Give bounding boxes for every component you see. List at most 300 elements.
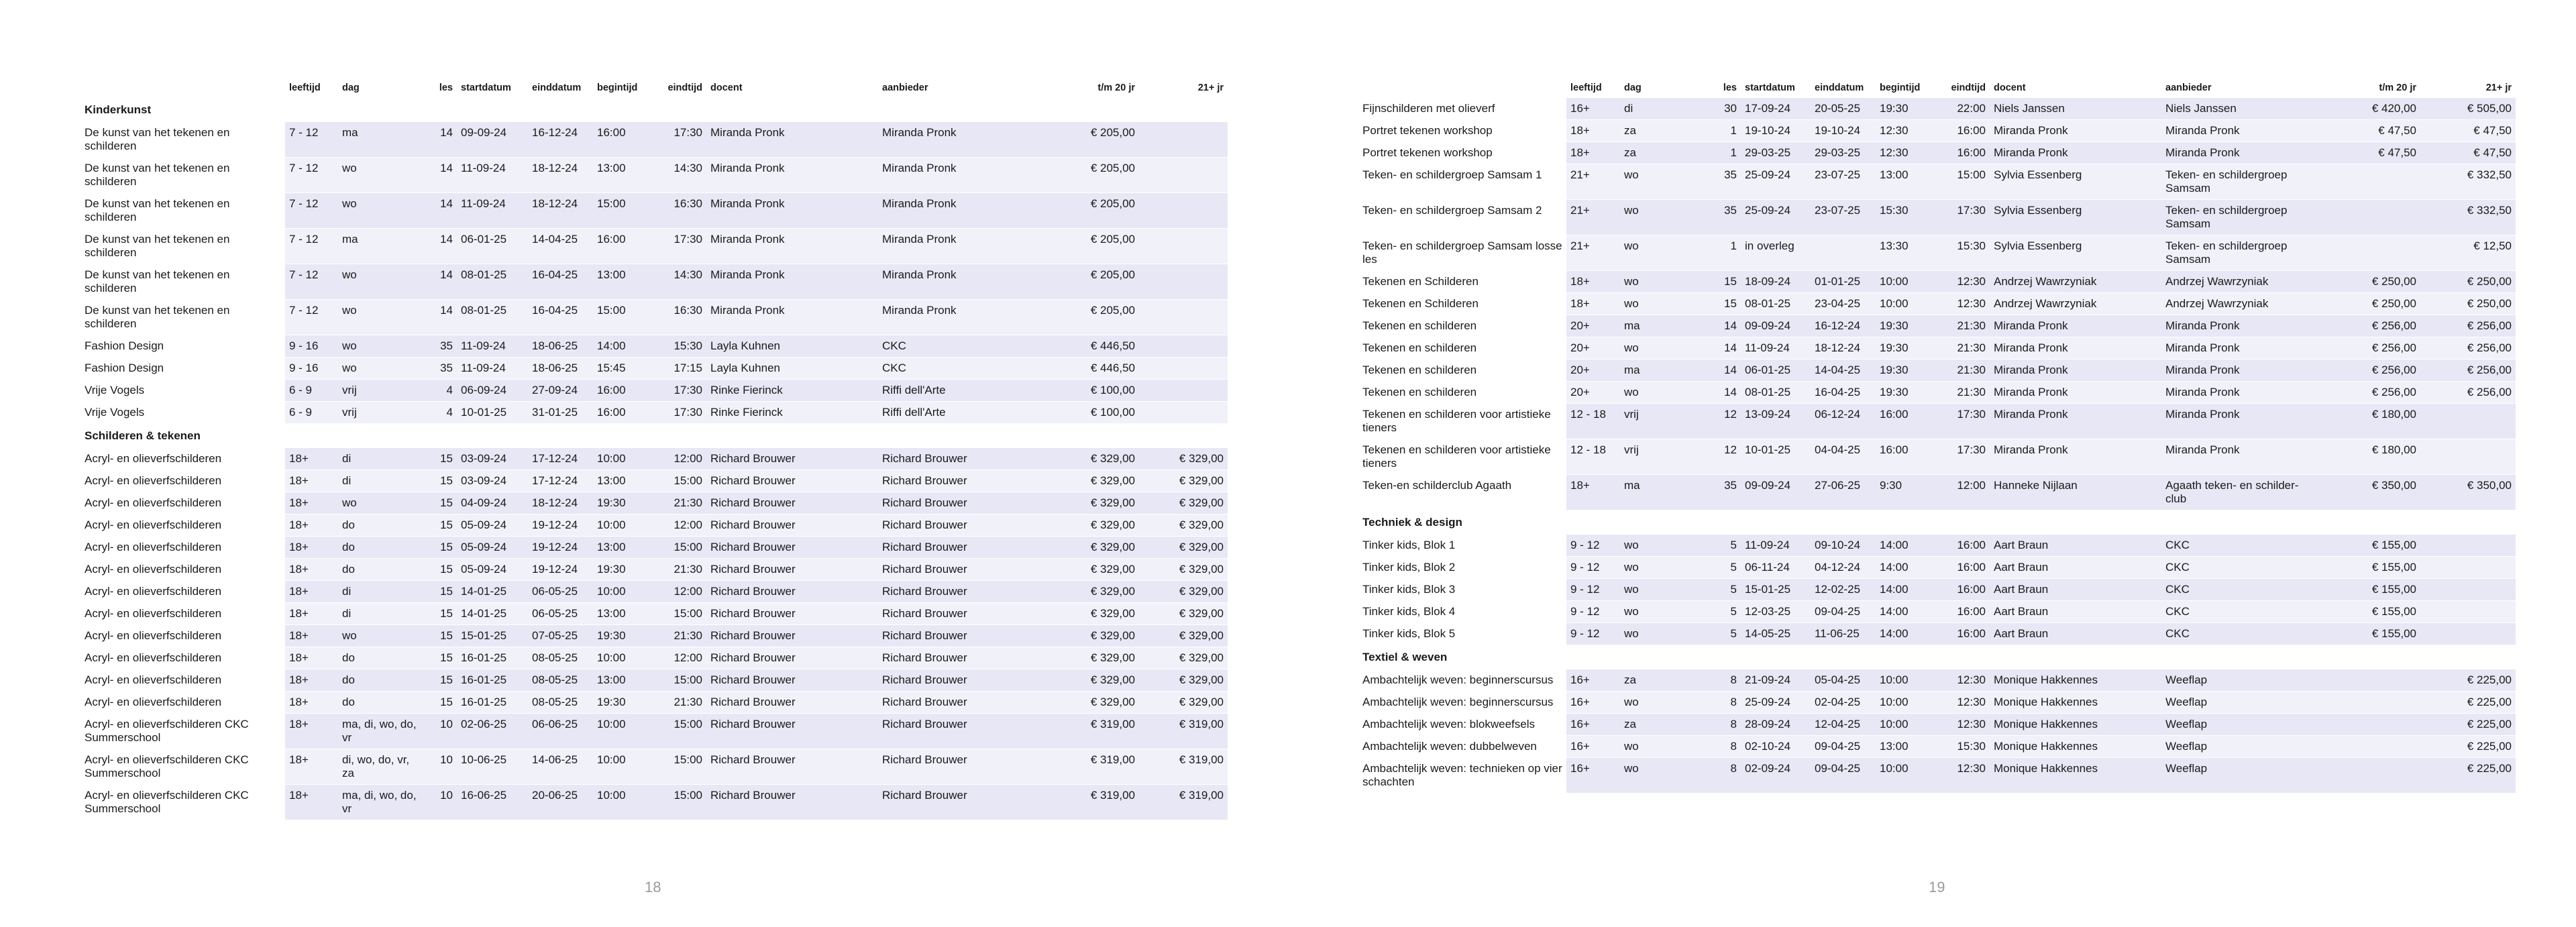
cell-age: 18+ bbox=[1566, 293, 1620, 315]
cell-start-date: 02-06-25 bbox=[457, 714, 528, 749]
cell-teacher: Miranda Pronk bbox=[706, 193, 878, 229]
cell-lessons: 10 bbox=[425, 714, 457, 749]
cell-course-name: Portret tekenen workshop bbox=[1358, 142, 1566, 164]
cell-day: do bbox=[338, 514, 425, 537]
table-row bbox=[80, 492, 1228, 514]
col-header-end-date: einddatum bbox=[532, 83, 582, 93]
cell-day: wo bbox=[338, 358, 425, 380]
cell-start-time: 10:00 bbox=[593, 714, 651, 749]
page-right bbox=[1288, 0, 2576, 927]
cell-end-date: 07-05-25 bbox=[528, 625, 593, 647]
table-row bbox=[1358, 535, 2516, 557]
cell-start-date: 16-01-25 bbox=[457, 647, 528, 669]
col-header-course bbox=[80, 78, 285, 98]
cell-lessons: 8 bbox=[1710, 692, 1741, 714]
cell-teacher: Richard Brouwer bbox=[706, 537, 878, 559]
cell-start-date: 10-06-25 bbox=[457, 749, 528, 785]
cell-teacher: Richard Brouwer bbox=[706, 714, 878, 749]
cell-price-adult: € 225,00 bbox=[2420, 669, 2516, 692]
cell-lessons: 14 bbox=[1710, 382, 1741, 404]
cell-price-youth: € 100,00 bbox=[1029, 380, 1139, 402]
cell-day: do bbox=[338, 559, 425, 581]
cell-course-name: Teken- en schildergroep Samsam losse les bbox=[1358, 235, 1566, 271]
cell-price-youth bbox=[2313, 758, 2420, 794]
cell-teacher: Hanneke Nijlaan bbox=[1990, 475, 2161, 510]
cell-end-date: 06-05-25 bbox=[528, 603, 593, 625]
col-header-day: dag bbox=[342, 83, 360, 93]
table-row bbox=[1358, 714, 2516, 736]
cell-age: 9 - 12 bbox=[1566, 601, 1620, 623]
cell-price-youth: € 250,00 bbox=[2313, 271, 2420, 293]
cell-teacher: Miranda Pronk bbox=[1990, 120, 2161, 142]
cell-course-name: Tekenen en schilderen voor artistieke tieners bbox=[1358, 404, 1566, 439]
cell-price-adult bbox=[2420, 404, 2516, 439]
cell-day: ma bbox=[1620, 475, 1710, 510]
cell-end-date: 18-12-24 bbox=[528, 158, 593, 193]
section-title: Schilderen & tekenen bbox=[80, 424, 1228, 449]
cell-teacher: Richard Brouwer bbox=[706, 669, 878, 692]
cell-start-date: 08-01-25 bbox=[457, 300, 528, 335]
cell-provider: CKC bbox=[2161, 601, 2313, 623]
table-body bbox=[1358, 98, 2516, 794]
cell-provider: Teken- en schildergroep Samsam bbox=[2161, 164, 2313, 200]
col-header-end-time: eindtijd bbox=[667, 83, 702, 93]
cell-end-time: 16:00 bbox=[1934, 557, 1990, 579]
cell-end-date: 23-04-25 bbox=[1811, 293, 1876, 315]
table-row bbox=[1358, 293, 2516, 315]
cell-price-adult: € 47,50 bbox=[2420, 120, 2516, 142]
cell-start-time: 10:00 bbox=[1876, 271, 1934, 293]
cell-provider: Richard Brouwer bbox=[878, 537, 1029, 559]
table-row bbox=[80, 193, 1228, 229]
cell-end-date: 23-07-25 bbox=[1811, 164, 1876, 200]
cell-teacher: Richard Brouwer bbox=[706, 514, 878, 537]
cell-price-adult: € 319,00 bbox=[1139, 714, 1228, 749]
cell-end-date: 16-04-25 bbox=[528, 300, 593, 335]
cell-day: ma bbox=[338, 122, 425, 158]
cell-price-adult: € 256,00 bbox=[2420, 382, 2516, 404]
cell-age: 18+ bbox=[285, 492, 338, 514]
cell-end-time: 12:00 bbox=[651, 647, 706, 669]
cell-lessons: 15 bbox=[425, 692, 457, 714]
cell-lessons: 15 bbox=[425, 625, 457, 647]
cell-day: wo bbox=[1620, 293, 1710, 315]
cell-start-date: 06-11-24 bbox=[1741, 557, 1811, 579]
cell-provider: CKC bbox=[878, 335, 1029, 358]
cell-start-time: 10:00 bbox=[593, 785, 651, 820]
cell-age: 18+ bbox=[285, 514, 338, 537]
cell-provider: Weeflap bbox=[2161, 692, 2313, 714]
page-number: 19 bbox=[1929, 879, 1945, 895]
cell-course-name: Teken- en schildergroep Samsam 2 bbox=[1358, 200, 1566, 235]
cell-end-date: 12-04-25 bbox=[1811, 714, 1876, 736]
cell-lessons: 12 bbox=[1710, 404, 1741, 439]
col-header-teacher: docent bbox=[710, 83, 743, 93]
cell-course-name: Tekenen en Schilderen bbox=[1358, 293, 1566, 315]
cell-end-date: 06-05-25 bbox=[528, 581, 593, 603]
table-row bbox=[1358, 579, 2516, 601]
table-row bbox=[80, 785, 1228, 820]
cell-start-time: 13:00 bbox=[593, 669, 651, 692]
cell-price-youth: € 256,00 bbox=[2313, 337, 2420, 360]
cell-day: wo bbox=[1620, 271, 1710, 293]
cell-start-date: 09-09-24 bbox=[1741, 315, 1811, 337]
cell-age: 6 - 9 bbox=[285, 380, 338, 402]
cell-price-youth: € 319,00 bbox=[1029, 714, 1139, 749]
cell-start-date: 05-09-24 bbox=[457, 537, 528, 559]
table-body bbox=[80, 98, 1228, 820]
cell-start-time: 10:00 bbox=[593, 749, 651, 785]
cell-price-adult: € 329,00 bbox=[1139, 603, 1228, 625]
cell-teacher: Richard Brouwer bbox=[706, 625, 878, 647]
cell-provider: Andrzej Wawrzyniak bbox=[2161, 271, 2313, 293]
table-row bbox=[80, 122, 1228, 158]
cell-course-name: Ambachtelijk weven: technieken op vier schachten bbox=[1358, 758, 1566, 794]
cell-course-name: Tekenen en schilderen voor artistieke tieners bbox=[1358, 439, 1566, 475]
cell-price-adult bbox=[2420, 623, 2516, 645]
cell-age: 21+ bbox=[1566, 235, 1620, 271]
cell-age: 20+ bbox=[1566, 337, 1620, 360]
cell-teacher: Miranda Pronk bbox=[1990, 337, 2161, 360]
cell-lessons: 1 bbox=[1710, 235, 1741, 271]
cell-start-date: 17-09-24 bbox=[1741, 98, 1811, 120]
cell-price-youth: € 446,50 bbox=[1029, 335, 1139, 358]
cell-teacher: Andrzej Wawrzyniak bbox=[1990, 271, 2161, 293]
cell-price-youth: € 250,00 bbox=[2313, 293, 2420, 315]
cell-age: 16+ bbox=[1566, 758, 1620, 794]
cell-price-youth: € 205,00 bbox=[1029, 229, 1139, 264]
cell-teacher: Layla Kuhnen bbox=[706, 358, 878, 380]
cell-end-date: 04-04-25 bbox=[1811, 439, 1876, 475]
cell-lessons: 15 bbox=[1710, 293, 1741, 315]
cell-course-name: Vrije Vogels bbox=[80, 380, 285, 402]
cell-provider: Miranda Pronk bbox=[2161, 142, 2313, 164]
cell-provider: Richard Brouwer bbox=[878, 714, 1029, 749]
table-row bbox=[1358, 601, 2516, 623]
cell-lessons: 15 bbox=[425, 470, 457, 492]
cell-lessons: 35 bbox=[1710, 475, 1741, 510]
cell-start-time: 19:30 bbox=[1876, 315, 1934, 337]
cell-teacher: Richard Brouwer bbox=[706, 470, 878, 492]
cell-start-time: 19:30 bbox=[1876, 337, 1934, 360]
cell-day: wo bbox=[1620, 235, 1710, 271]
cell-provider: Miranda Pronk bbox=[2161, 315, 2313, 337]
cell-provider: Miranda Pronk bbox=[878, 300, 1029, 335]
cell-price-adult: € 329,00 bbox=[1139, 514, 1228, 537]
cell-teacher: Richard Brouwer bbox=[706, 492, 878, 514]
cell-age: 9 - 12 bbox=[1566, 557, 1620, 579]
cell-age: 7 - 12 bbox=[285, 122, 338, 158]
cell-price-youth bbox=[2313, 714, 2420, 736]
cell-end-time: 15:00 bbox=[651, 714, 706, 749]
cell-end-time: 16:00 bbox=[1934, 579, 1990, 601]
cell-provider: Niels Janssen bbox=[2161, 98, 2313, 120]
cell-age: 16+ bbox=[1566, 714, 1620, 736]
cell-price-adult bbox=[1139, 358, 1228, 380]
cell-start-date: 29-03-25 bbox=[1741, 142, 1811, 164]
cell-day: ma, di, wo, do, vr bbox=[338, 714, 425, 749]
cell-end-time: 16:30 bbox=[651, 300, 706, 335]
cell-start-date: 02-09-24 bbox=[1741, 758, 1811, 794]
cell-start-date: 06-01-25 bbox=[457, 229, 528, 264]
cell-end-date: 17-12-24 bbox=[528, 470, 593, 492]
cell-day: do bbox=[338, 692, 425, 714]
cell-day: wo bbox=[1620, 623, 1710, 645]
cell-price-youth: € 329,00 bbox=[1029, 559, 1139, 581]
cell-price-youth: € 180,00 bbox=[2313, 439, 2420, 475]
cell-day: wo bbox=[1620, 382, 1710, 404]
cell-teacher: Miranda Pronk bbox=[1990, 439, 2161, 475]
cell-lessons: 35 bbox=[425, 358, 457, 380]
cell-lessons: 8 bbox=[1710, 758, 1741, 794]
cell-start-date: 05-09-24 bbox=[457, 514, 528, 537]
cell-start-date: 13-09-24 bbox=[1741, 404, 1811, 439]
cell-end-date: 16-04-25 bbox=[1811, 382, 1876, 404]
cell-end-time: 14:30 bbox=[651, 264, 706, 300]
cell-day: za bbox=[1620, 142, 1710, 164]
cell-end-time: 15:00 bbox=[651, 749, 706, 785]
cell-price-adult bbox=[2420, 439, 2516, 475]
cell-course-name: Teken-en schilderclub Agaath bbox=[1358, 475, 1566, 510]
cell-age: 18+ bbox=[1566, 142, 1620, 164]
table-row bbox=[80, 749, 1228, 785]
col-header-day: dag bbox=[1624, 83, 1642, 93]
cell-end-time: 16:00 bbox=[1934, 601, 1990, 623]
cell-price-adult: € 225,00 bbox=[2420, 758, 2516, 794]
cell-provider: Richard Brouwer bbox=[878, 470, 1029, 492]
cell-start-time: 13:00 bbox=[593, 264, 651, 300]
table-row bbox=[80, 603, 1228, 625]
cell-end-date: 09-04-25 bbox=[1811, 601, 1876, 623]
cell-start-date: in overleg bbox=[1741, 235, 1811, 271]
cell-end-date: 20-06-25 bbox=[528, 785, 593, 820]
cell-teacher: Rinke Fierinck bbox=[706, 380, 878, 402]
cell-end-time: 21:30 bbox=[1934, 382, 1990, 404]
col-header-lessons: les bbox=[1723, 83, 1737, 93]
cell-day: za bbox=[1620, 714, 1710, 736]
cell-age: 18+ bbox=[285, 714, 338, 749]
cell-end-time: 22:00 bbox=[1934, 98, 1990, 120]
cell-end-date: 29-03-25 bbox=[1811, 142, 1876, 164]
cell-end-date: 23-07-25 bbox=[1811, 200, 1876, 235]
cell-end-time: 15:00 bbox=[651, 785, 706, 820]
cell-start-time: 13:30 bbox=[1876, 235, 1934, 271]
cell-start-time: 16:00 bbox=[1876, 439, 1934, 475]
cell-provider: Richard Brouwer bbox=[878, 749, 1029, 785]
cell-price-youth: € 350,00 bbox=[2313, 475, 2420, 510]
cell-lessons: 12 bbox=[1710, 439, 1741, 475]
cell-price-youth: € 205,00 bbox=[1029, 193, 1139, 229]
section-heading-row bbox=[80, 98, 1228, 122]
cell-day: wo bbox=[338, 492, 425, 514]
cell-end-date: 19-10-24 bbox=[1811, 120, 1876, 142]
cell-lessons: 15 bbox=[425, 669, 457, 692]
cell-start-date: 11-09-24 bbox=[457, 193, 528, 229]
cell-course-name: Ambachtelijk weven: beginnerscursus bbox=[1358, 692, 1566, 714]
cell-day: wo bbox=[338, 158, 425, 193]
cell-teacher: Richard Brouwer bbox=[706, 785, 878, 820]
cell-teacher: Aart Braun bbox=[1990, 579, 2161, 601]
cell-course-name: Acryl- en olieverfschilderen bbox=[80, 537, 285, 559]
cell-start-date: 16-01-25 bbox=[457, 692, 528, 714]
cell-end-date: 08-05-25 bbox=[528, 669, 593, 692]
cell-provider: Richard Brouwer bbox=[878, 603, 1029, 625]
cell-start-date: 10-01-25 bbox=[457, 402, 528, 424]
cell-end-date: 04-12-24 bbox=[1811, 557, 1876, 579]
cell-end-time: 16:00 bbox=[1934, 535, 1990, 557]
cell-price-adult: € 225,00 bbox=[2420, 736, 2516, 758]
cell-start-date: 19-10-24 bbox=[1741, 120, 1811, 142]
cell-course-name: Acryl- en olieverfschilderen bbox=[80, 581, 285, 603]
cell-teacher: Richard Brouwer bbox=[706, 581, 878, 603]
cell-end-date: 17-12-24 bbox=[528, 448, 593, 470]
cell-teacher: Miranda Pronk bbox=[706, 300, 878, 335]
cell-end-date: 06-06-25 bbox=[528, 714, 593, 749]
cell-day: za bbox=[1620, 120, 1710, 142]
cell-day: di bbox=[338, 581, 425, 603]
cell-start-date: 03-09-24 bbox=[457, 470, 528, 492]
cell-course-name: Acryl- en olieverfschilderen CKC Summerschool bbox=[80, 714, 285, 749]
cell-price-adult: € 332,50 bbox=[2420, 200, 2516, 235]
cell-start-date: 08-01-25 bbox=[1741, 382, 1811, 404]
cell-course-name: Acryl- en olieverfschilderen bbox=[80, 692, 285, 714]
cell-lessons: 14 bbox=[1710, 337, 1741, 360]
cell-provider: Riffi dell'Arte bbox=[878, 402, 1029, 424]
cell-lessons: 5 bbox=[1710, 557, 1741, 579]
cell-teacher: Monique Hakkennes bbox=[1990, 758, 2161, 794]
cell-course-name: De kunst van het tekenen en schilderen bbox=[80, 300, 285, 335]
cell-price-adult: € 329,00 bbox=[1139, 492, 1228, 514]
cell-price-youth: € 155,00 bbox=[2313, 601, 2420, 623]
cell-lessons: 4 bbox=[425, 402, 457, 424]
cell-price-adult: € 350,00 bbox=[2420, 475, 2516, 510]
cell-start-time: 19:30 bbox=[1876, 98, 1934, 120]
cell-provider: Richard Brouwer bbox=[878, 692, 1029, 714]
table-row bbox=[80, 647, 1228, 669]
cell-provider: Miranda Pronk bbox=[2161, 439, 2313, 475]
cell-end-time: 16:00 bbox=[1934, 120, 1990, 142]
cell-start-time: 13:00 bbox=[593, 158, 651, 193]
cell-lessons: 15 bbox=[425, 647, 457, 669]
table-row bbox=[1358, 235, 2516, 271]
cell-start-date: 10-01-25 bbox=[1741, 439, 1811, 475]
cell-teacher: Aart Braun bbox=[1990, 557, 2161, 579]
cell-price-adult: € 329,00 bbox=[1139, 537, 1228, 559]
cell-start-date: 11-09-24 bbox=[457, 358, 528, 380]
table-row bbox=[80, 714, 1228, 749]
cell-teacher: Aart Braun bbox=[1990, 535, 2161, 557]
cell-lessons: 5 bbox=[1710, 601, 1741, 623]
header-row bbox=[80, 78, 1228, 98]
cell-course-name: De kunst van het tekenen en schilderen bbox=[80, 193, 285, 229]
table-row bbox=[1358, 315, 2516, 337]
cell-start-date: 12-03-25 bbox=[1741, 601, 1811, 623]
cell-end-time: 21:30 bbox=[651, 492, 706, 514]
cell-start-time: 12:30 bbox=[1876, 142, 1934, 164]
cell-start-date: 14-05-25 bbox=[1741, 623, 1811, 645]
cell-end-time: 12:30 bbox=[1934, 714, 1990, 736]
cell-provider: Miranda Pronk bbox=[2161, 382, 2313, 404]
cell-day: wo bbox=[1620, 758, 1710, 794]
cell-start-date: 09-09-24 bbox=[1741, 475, 1811, 510]
cell-price-youth bbox=[2313, 164, 2420, 200]
cell-price-adult: € 329,00 bbox=[1139, 448, 1228, 470]
cell-price-adult bbox=[1139, 264, 1228, 300]
cell-provider: Richard Brouwer bbox=[878, 559, 1029, 581]
cell-end-date: 19-12-24 bbox=[528, 514, 593, 537]
cell-start-time: 10:00 bbox=[1876, 692, 1934, 714]
cell-price-adult bbox=[1139, 122, 1228, 158]
cell-lessons: 14 bbox=[1710, 360, 1741, 382]
cell-start-time: 14:00 bbox=[593, 335, 651, 358]
cell-end-date: 14-04-25 bbox=[1811, 360, 1876, 382]
cell-price-adult bbox=[2420, 557, 2516, 579]
cell-age: 6 - 9 bbox=[285, 402, 338, 424]
cell-start-time: 19:30 bbox=[593, 559, 651, 581]
cell-teacher: Sylvia Essenberg bbox=[1990, 164, 2161, 200]
cell-provider: Richard Brouwer bbox=[878, 492, 1029, 514]
cell-start-time: 14:00 bbox=[1876, 579, 1934, 601]
cell-end-time: 21:30 bbox=[1934, 360, 1990, 382]
cell-price-adult: € 47,50 bbox=[2420, 142, 2516, 164]
cell-end-date: 09-04-25 bbox=[1811, 758, 1876, 794]
cell-teacher: Miranda Pronk bbox=[706, 122, 878, 158]
cell-day: wo bbox=[1620, 337, 1710, 360]
cell-lessons: 15 bbox=[425, 603, 457, 625]
cell-age: 18+ bbox=[285, 647, 338, 669]
cell-price-adult: € 250,00 bbox=[2420, 271, 2516, 293]
cell-age: 16+ bbox=[1566, 669, 1620, 692]
cell-age: 18+ bbox=[285, 669, 338, 692]
table-row bbox=[80, 514, 1228, 537]
cell-course-name: Tekenen en schilderen bbox=[1358, 337, 1566, 360]
cell-course-name: Acryl- en olieverfschilderen bbox=[80, 669, 285, 692]
cell-price-adult: € 250,00 bbox=[2420, 293, 2516, 315]
cell-price-adult: € 329,00 bbox=[1139, 581, 1228, 603]
cell-price-youth: € 319,00 bbox=[1029, 785, 1139, 820]
cell-price-adult bbox=[1139, 402, 1228, 424]
cell-provider: Teken- en schildergroep Samsam bbox=[2161, 235, 2313, 271]
cell-course-name: Fijnschilderen met olieverf bbox=[1358, 98, 1566, 120]
cell-lessons: 8 bbox=[1710, 714, 1741, 736]
cell-provider: CKC bbox=[2161, 579, 2313, 601]
cell-start-date: 04-09-24 bbox=[457, 492, 528, 514]
cell-teacher: Miranda Pronk bbox=[1990, 382, 2161, 404]
table-row bbox=[1358, 557, 2516, 579]
col-header-start-time: begintijd bbox=[1880, 83, 1921, 93]
cell-lessons: 8 bbox=[1710, 669, 1741, 692]
cell-start-time: 10:00 bbox=[593, 647, 651, 669]
cell-day: di bbox=[338, 448, 425, 470]
cell-age: 9 - 12 bbox=[1566, 579, 1620, 601]
cell-course-name: Tekenen en Schilderen bbox=[1358, 271, 1566, 293]
cell-start-time: 13:00 bbox=[1876, 164, 1934, 200]
cell-age: 18+ bbox=[285, 603, 338, 625]
cell-price-youth: € 329,00 bbox=[1029, 537, 1139, 559]
cell-lessons: 5 bbox=[1710, 579, 1741, 601]
cell-start-date: 03-09-24 bbox=[457, 448, 528, 470]
col-header-start-date: startdatum bbox=[1745, 83, 1795, 93]
table-row bbox=[1358, 623, 2516, 645]
cell-end-date: 14-06-25 bbox=[528, 749, 593, 785]
cell-start-time: 15:45 bbox=[593, 358, 651, 380]
cell-lessons: 8 bbox=[1710, 736, 1741, 758]
cell-price-adult: € 256,00 bbox=[2420, 360, 2516, 382]
cell-course-name: Acryl- en olieverfschilderen CKC Summerschool bbox=[80, 785, 285, 820]
cell-start-time: 12:30 bbox=[1876, 120, 1934, 142]
section-title: Textiel & weven bbox=[1358, 645, 2516, 670]
cell-price-adult bbox=[2420, 579, 2516, 601]
